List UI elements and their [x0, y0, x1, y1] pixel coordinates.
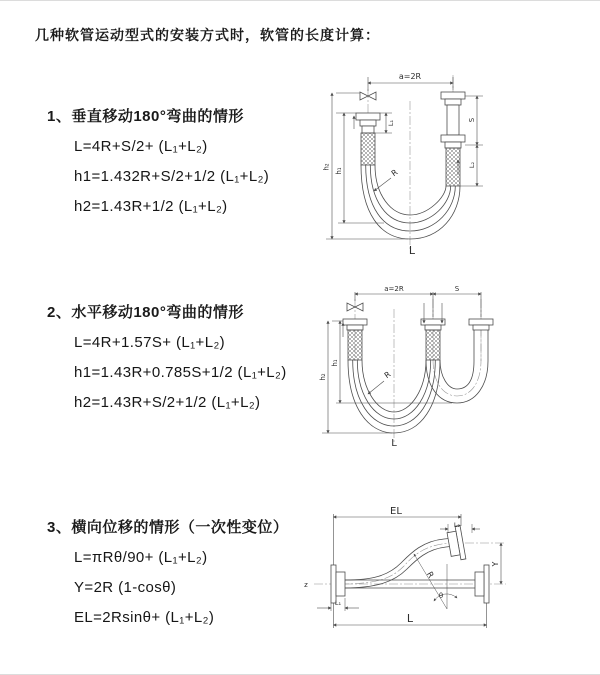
section-2-formula-L: L=4R+1.57S+ (L₁+L₂) [74, 334, 226, 351]
angle-arc-icon [434, 594, 457, 601]
section-1-formula-h1: h1=1.432R+S/2+1/2 (L₁+L₂) [74, 168, 270, 185]
angle-label: θ [438, 592, 444, 600]
centerline-mark: z [304, 581, 308, 589]
section-3-heading: 3、横向位移的情形（一次性变位） [47, 519, 289, 536]
radius-label: R [382, 369, 393, 381]
dim-label-l1: L₁ [387, 119, 395, 127]
dim-label-y: Y [491, 561, 500, 567]
left-pipe-fitting [356, 113, 380, 165]
dim-label-h1: h₁ [335, 167, 343, 175]
dim-label-h2: h₂ [319, 373, 327, 381]
braided-hose-section [426, 330, 440, 360]
dim-label-a2r: a=2R [398, 72, 422, 81]
section-3-formula-Y: Y=2R (1-cosθ) [74, 579, 177, 596]
right-pipe-fitting [441, 92, 465, 186]
dim-label-l2: L₂ [468, 161, 476, 169]
section-2-formula-h1: h1=1.43R+0.785S+1/2 (L₁+L₂) [74, 364, 287, 381]
braided-hose-section [348, 330, 362, 360]
length-label: L [408, 244, 416, 257]
braided-hose-section [361, 133, 375, 165]
section-3 [47, 516, 288, 633]
radius-label: R [424, 570, 436, 580]
dim-label-el: EL [390, 506, 402, 517]
section-1-formula-L: L=4R+S/2+ (L₁+L₂) [74, 138, 208, 155]
dim-label-s: S [454, 285, 460, 293]
radius-label: R [389, 167, 400, 179]
length-label: L [406, 612, 414, 625]
section-2 [47, 301, 287, 418]
upper-flange-displaced [446, 525, 466, 561]
dim-label-l2: L₂ [453, 521, 461, 529]
section-3-formula-EL: EL=2Rsinθ+ (L₁+L₂) [74, 609, 215, 626]
dim-label-h1: h₁ [331, 359, 339, 367]
left-flange [331, 565, 345, 603]
diagram-horizontal-180-bend [312, 281, 600, 456]
dim-label-s: S [468, 117, 476, 123]
section-2-heading: 2、水平移动180°弯曲的情形 [47, 304, 244, 321]
section-1-heading: 1、垂直移动180°弯曲的情形 [47, 108, 244, 125]
dim-label-l1: L₁ [334, 599, 342, 607]
middle-pipe-fitting [421, 319, 445, 360]
right-pipe-fitting [469, 319, 493, 330]
section-1-formula-h2: h2=1.43R+1/2 (L₁+L₂) [74, 198, 228, 215]
section-2-formula-h2: h2=1.43R+S/2+1/2 (L₁+L₂) [74, 394, 261, 411]
right-flange [475, 565, 489, 603]
length-label: L [391, 438, 397, 449]
dim-label-h2: h₂ [322, 163, 331, 171]
diagram-lateral-displacement [300, 504, 600, 652]
left-pipe-fitting [343, 319, 367, 360]
diagram-vertical-180-bend [312, 63, 600, 263]
hose-u-bend-curves [361, 165, 460, 239]
page-title: 几种软管运动型式的安装方式时，软管的长度计算： [35, 27, 380, 43]
dim-label-a2r: a=2R [384, 285, 404, 293]
section-1 [47, 105, 269, 222]
section-3-formula-L: L=πRθ/90+ (L₁+L₂) [74, 549, 208, 566]
